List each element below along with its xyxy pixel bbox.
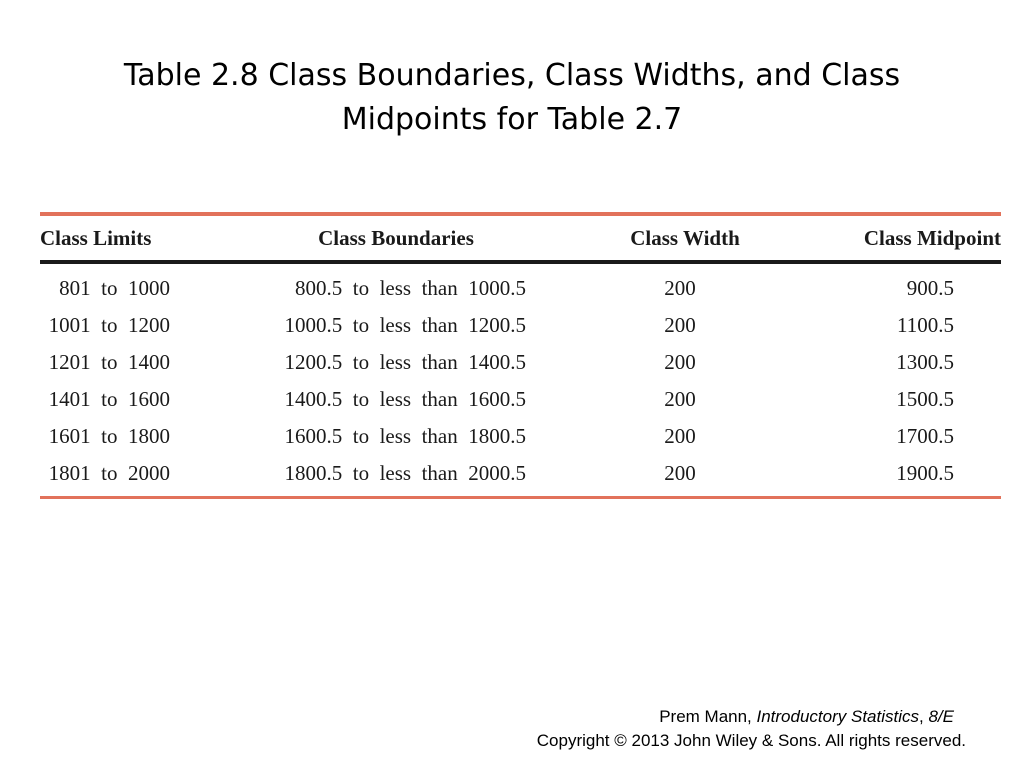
cell-class-midpoint: 1300.5 xyxy=(896,350,954,374)
cell-class-width: 200 xyxy=(664,350,696,374)
cell-class-midpoint: 1700.5 xyxy=(896,424,954,448)
slide-title-line-1: Table 2.8 Class Boundaries, Class Widths, and Class xyxy=(123,58,901,93)
slide-title-line-2: Midpoints for Table 2.7 xyxy=(341,102,683,137)
table-row xyxy=(40,270,1001,307)
cell-class-midpoint: 1900.5 xyxy=(896,461,954,485)
table-body xyxy=(40,264,1001,492)
cell-class-boundaries: 1600.5 to less than 1800.5 xyxy=(284,424,526,448)
cell-class-limits: 1801 to 2000 xyxy=(48,461,170,485)
footer-edition: 8/E xyxy=(928,707,954,726)
cell-class-limits: 1601 to 1800 xyxy=(48,424,170,448)
slide-title xyxy=(60,54,964,142)
table-row xyxy=(40,418,1001,455)
header-class-limits: Class Limits xyxy=(40,226,152,250)
table-row xyxy=(40,307,1001,344)
cell-class-boundaries: 1200.5 to less than 1400.5 xyxy=(284,350,526,374)
cell-class-width: 200 xyxy=(664,461,696,485)
cell-class-midpoint: 1500.5 xyxy=(896,387,954,411)
cell-class-midpoint: 900.5 xyxy=(906,276,954,300)
table-row xyxy=(40,455,1001,492)
table-header-row xyxy=(40,216,1001,260)
footer-author: Prem Mann, xyxy=(659,707,757,726)
cell-class-limits: 1401 to 1600 xyxy=(48,387,170,411)
footer-separator: , xyxy=(919,707,929,726)
header-class-width: Class Width xyxy=(630,226,740,250)
header-class-midpoint: Class Midpoint xyxy=(863,226,1001,250)
slide-footer xyxy=(537,705,966,753)
cell-class-limits: 1001 to 1200 xyxy=(48,313,170,337)
table-row xyxy=(40,381,1001,418)
cell-class-limits: 1201 to 1400 xyxy=(48,350,170,374)
cell-class-width: 200 xyxy=(664,387,696,411)
table-bottom-rule xyxy=(40,496,1001,499)
cell-class-boundaries: 1800.5 to less than 2000.5 xyxy=(284,461,526,485)
table-row xyxy=(40,344,1001,381)
footer-copyright: Copyright © 2013 John Wiley & Sons. All rights reserved. xyxy=(536,731,966,750)
cell-class-midpoint: 1100.5 xyxy=(897,313,954,337)
class-table xyxy=(40,212,1001,499)
cell-class-boundaries: 1000.5 to less than 1200.5 xyxy=(284,313,526,337)
header-class-boundaries: Class Boundaries xyxy=(318,226,474,250)
cell-class-boundaries: 800.5 to less than 1000.5 xyxy=(295,276,526,300)
footer-book-title: Introductory Statistics xyxy=(756,707,920,726)
cell-class-boundaries: 1400.5 to less than 1600.5 xyxy=(284,387,526,411)
footer-citation xyxy=(537,705,954,729)
cell-class-width: 200 xyxy=(664,276,696,300)
cell-class-width: 200 xyxy=(664,424,696,448)
cell-class-width: 200 xyxy=(664,313,696,337)
cell-class-limits: 801 to 1000 xyxy=(59,276,170,300)
